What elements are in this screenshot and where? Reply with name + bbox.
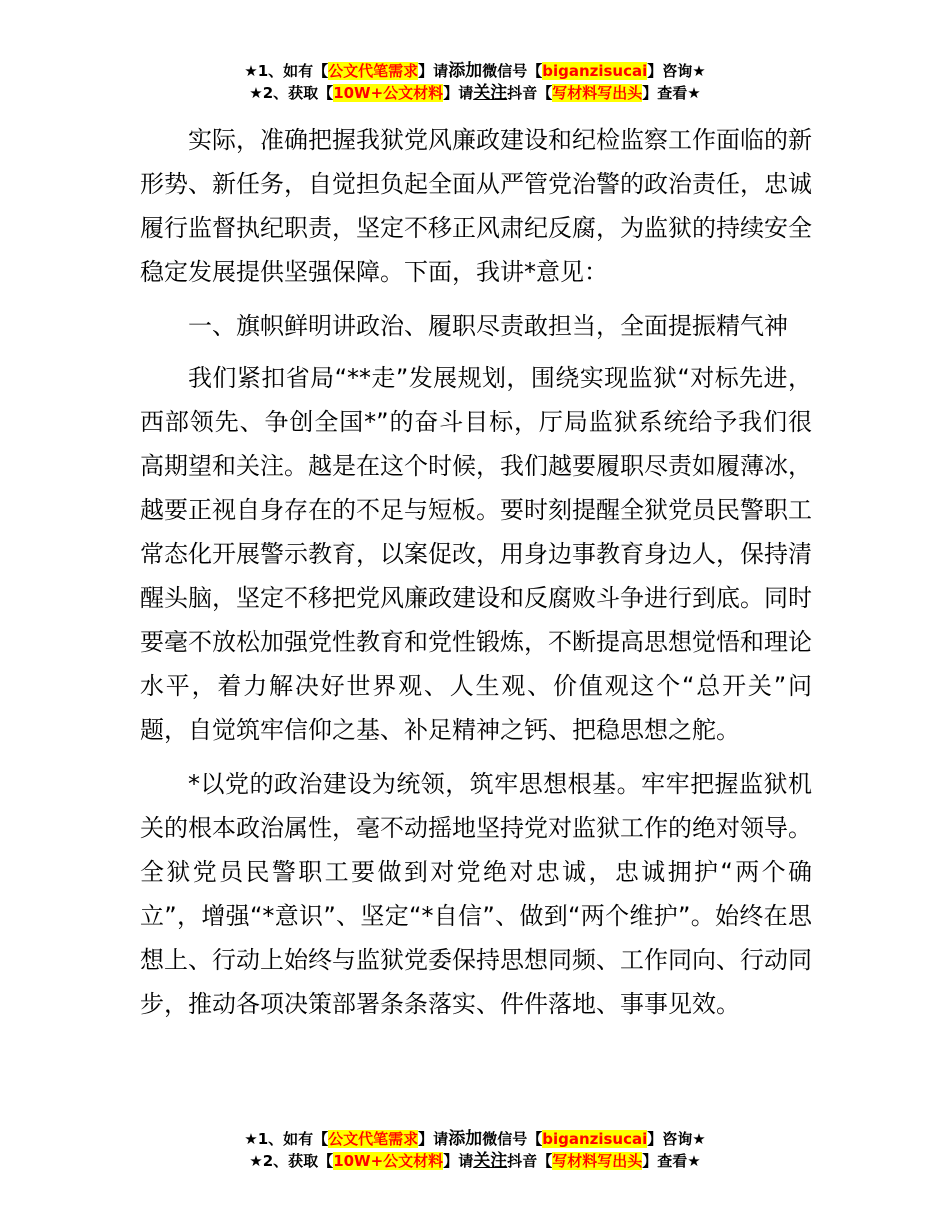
banner-text: 抖音【 (507, 84, 553, 102)
banner-text: 】请 (418, 1130, 449, 1148)
header-banner (0, 60, 950, 104)
banner-text: 抖音【 (507, 1152, 553, 1170)
banner-line-1 (0, 1128, 950, 1150)
banner-emphasis: 关注 (473, 83, 508, 103)
banner-text: 】咨询★ (647, 1130, 706, 1148)
banner-highlight: 公文代笔需求 (328, 62, 419, 80)
banner-text: ★2、获取【 (249, 1152, 334, 1170)
paragraph: 我们紧扣省局“**走”发展规划，围绕实现监狱“对标先进，西部领先、争创全国*”的奋斗目标，厅局监狱系统给予我们很高期望和关注。越是在这个时候，我们越要履职尽责如履薄冰，越要正视自身存在的不足与短板。要时刻提醒全狱党员民警职工常态化开展警示教育，以案促改，用身边事教育身边人，保持清醒头脑，坚定不移把党风廉政建设和反腐败斗争进行到底。同时要毫不放松加强党性教育和党性锻炼，不断提高思想觉悟和理论水平，着力解决好世界观、人生观、价值观这个“总开关”问题，自觉筑牢信仰之基、补足精神之钙、把稳思想之舵。 (140, 364, 812, 744)
banner-highlight: biganzisucai (542, 1130, 648, 1148)
banner-highlight: 写材料写出头 (552, 1152, 643, 1170)
section-heading: 一、旗帜鲜明讲政治、履职尽责敢担当，全面提振精气神 (188, 312, 788, 340)
banner-text: 】查看★ (642, 84, 701, 102)
paragraph: 实际，准确把握我狱党风廉政建设和纪检监察工作面临的新形势、新任务，自觉担负起全面从严管党治警的政治责任，忠诚履行监督执纪职责，坚定不移正风肃纪反腐，为监狱的持续安全稳定发展提供坚强保障。下面，我讲*意见： (140, 126, 812, 286)
banner-highlight: 10W+公文材料 (333, 1152, 444, 1170)
banner-text: 】咨询★ (647, 62, 706, 80)
banner-text: 】请 (418, 62, 449, 80)
banner-text: 微信号【 (482, 1130, 543, 1148)
banner-emphasis: 添加 (448, 1129, 483, 1149)
banner-emphasis: 添加 (448, 61, 483, 81)
footer-banner (0, 1128, 950, 1172)
banner-text: ★2、获取【 (249, 84, 334, 102)
banner-emphasis: 关注 (473, 1151, 508, 1171)
banner-text: ★1、如有【 (244, 62, 329, 80)
banner-highlight: biganzisucai (542, 62, 648, 80)
banner-text: 微信号【 (482, 62, 543, 80)
banner-text: 】请 (443, 1152, 474, 1170)
banner-text: ★1、如有【 (244, 1130, 329, 1148)
paragraph: *以党的政治建设为统领，筑牢思想根基。牢牢把握监狱机关的根本政治属性，毫不动摇地坚持党对监狱工作的绝对领导。全狱党员民警职工要做到对党绝对忠诚，忠诚拥护“两个确立”，增强“*意识”、坚定“*自信”、做到“两个维护”。始终在思想上、行动上始终与监狱党委保持思想同频、工作同向、行动同步，推动各项决策部署条条落实、件件落地、事事见效。 (140, 770, 812, 1018)
banner-highlight: 10W+公文材料 (333, 84, 444, 102)
banner-line-1 (0, 60, 950, 82)
banner-highlight: 公文代笔需求 (328, 1130, 419, 1148)
document-body (140, 118, 812, 1036)
banner-line-2 (0, 1150, 950, 1172)
banner-highlight: 写材料写出头 (552, 84, 643, 102)
banner-text: 】查看★ (642, 1152, 701, 1170)
banner-line-2 (0, 82, 950, 104)
banner-text: 】请 (443, 84, 474, 102)
